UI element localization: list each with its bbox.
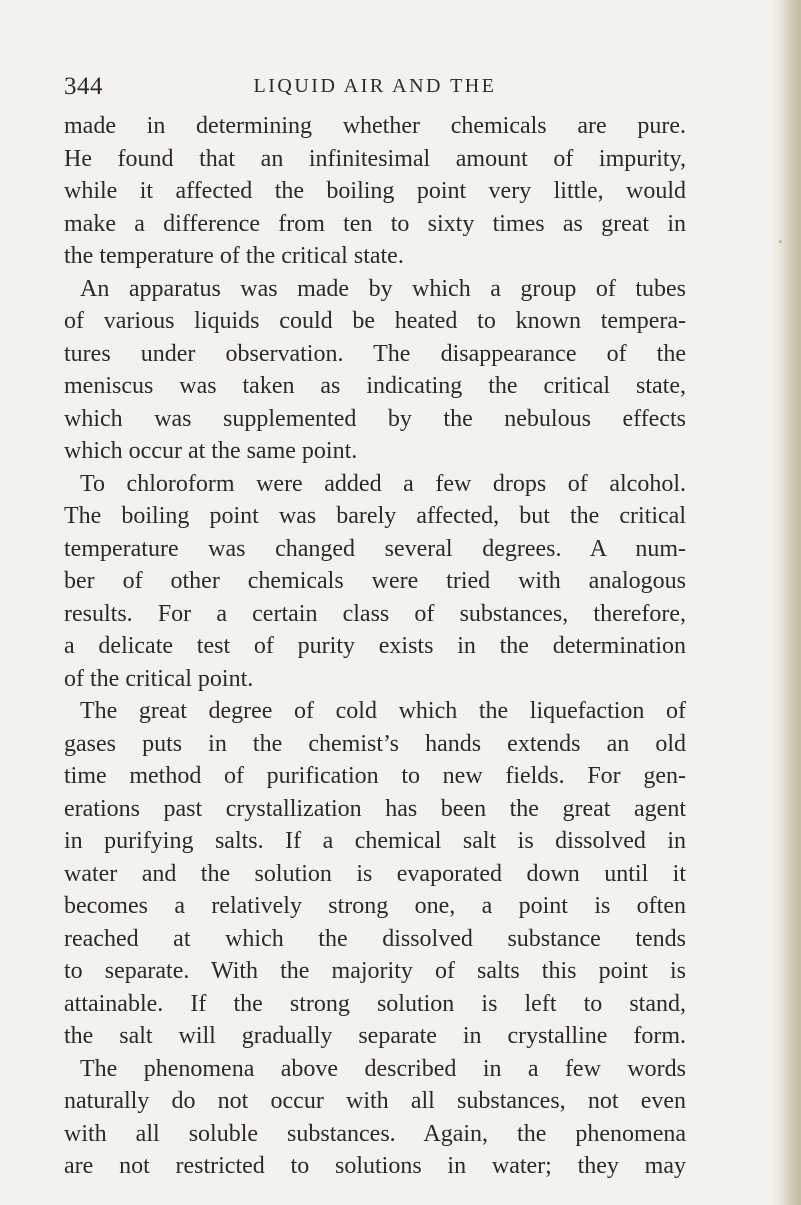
page-header [64, 73, 686, 103]
text-line: attainable. If the strong solution is left to stand, [64, 990, 686, 1017]
text-line: ber of other chemicals were tried with analogous [64, 568, 686, 594]
text-line: make a difference from ten to sixty times as great in [64, 210, 686, 237]
body-text [64, 110, 686, 1183]
paper-speck [779, 240, 782, 243]
text-line: a delicate test of purity exists in the determination [64, 633, 686, 659]
text-line: The phenomena above described in a few words [80, 1055, 686, 1082]
text-line: becomes a relatively strong one, a point is often [64, 893, 686, 919]
text-line: tures under observation. The disappearance of the [64, 340, 686, 367]
text-line: reached at which the dissolved substance tends [64, 925, 686, 952]
text-line: of various liquids could be heated to known tempera- [64, 308, 686, 334]
page-edge-shadow [771, 0, 801, 1205]
text-line: the temperature of the critical state. [64, 243, 404, 269]
text-line: the salt will gradually separate in crystalline form. [64, 1023, 686, 1049]
text-line: To chloroform were added a few drops of alcohol. [80, 470, 686, 497]
text-line: made in determining whether chemicals are pure. [64, 113, 686, 139]
text-line: time method of purification to new fields. For gen- [64, 763, 686, 789]
text-line: while it affected the boiling point very little, would [64, 178, 686, 204]
text-line: temperature was changed several degrees. A num- [64, 535, 686, 562]
text-line: which occur at the same point. [64, 438, 358, 464]
text-line: with all soluble substances. Again, the phenomena [64, 1120, 686, 1147]
text-line: erations past crystallization has been the great agent [64, 795, 686, 822]
text-line: naturally do not occur with all substances, not even [64, 1088, 686, 1114]
text-line: results. For a certain class of substances, therefore, [64, 600, 686, 627]
page-number: 344 [64, 73, 103, 100]
running-head: LIQUID AIR AND THE [253, 75, 497, 97]
text-line: meniscus was taken as indicating the critical state, [64, 373, 686, 399]
text-line: He found that an infinitesimal amount of impurity, [64, 145, 686, 172]
text-line: of the critical point. [64, 665, 254, 692]
text-line: which was supplemented by the nebulous effects [64, 405, 686, 432]
text-line: The boiling point was barely affected, but the critical [64, 503, 686, 529]
text-line: The great degree of cold which the liquefaction of [80, 698, 686, 724]
text-line: in purifying salts. If a chemical salt is dissolved in [64, 828, 686, 854]
text-line: gases puts in the chemist’s hands extends an old [64, 730, 686, 757]
text-line: are not restricted to solutions in water; they may [64, 1153, 686, 1179]
text-line: to separate. With the majority of salts this point is [64, 958, 686, 984]
text-line: water and the solution is evaporated down until it [64, 860, 686, 887]
text-line: An apparatus was made by which a group of tubes [80, 275, 686, 302]
